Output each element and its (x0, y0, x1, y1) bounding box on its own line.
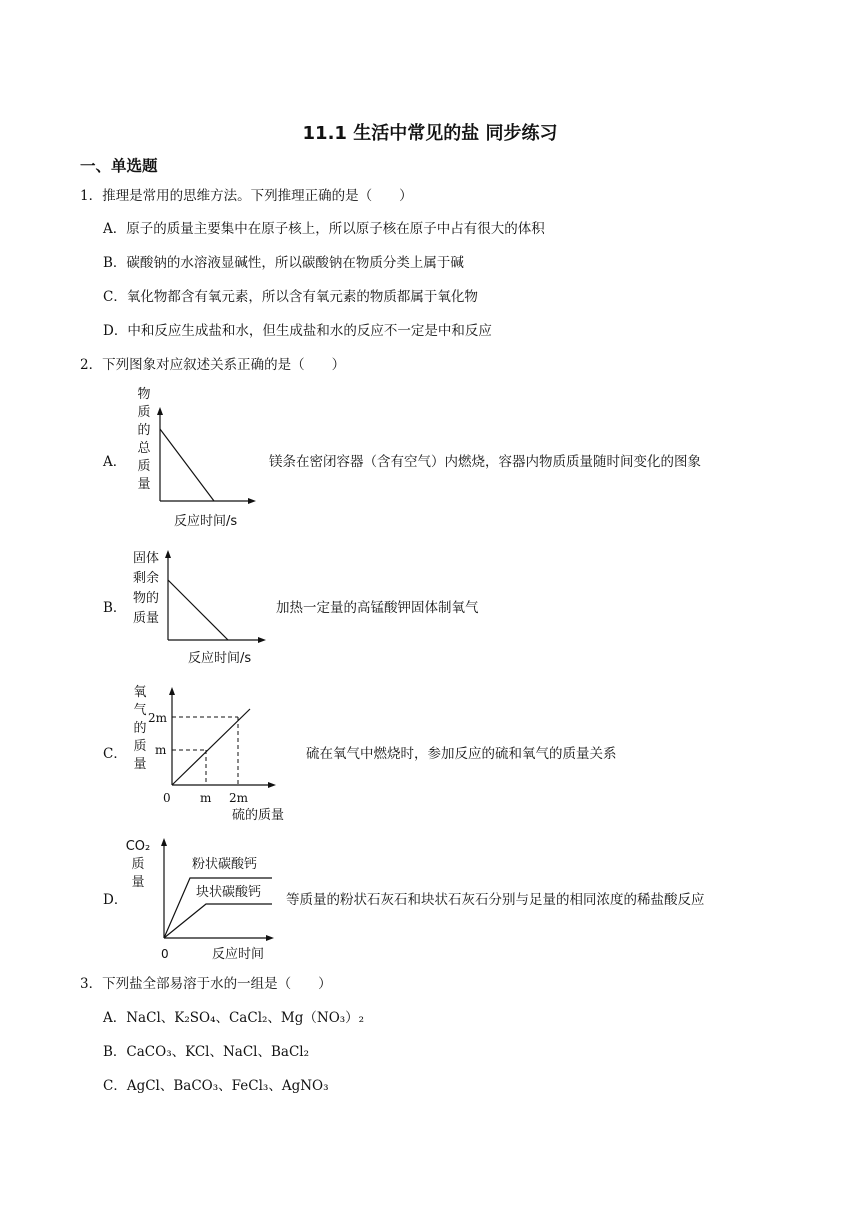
graph-b (128, 544, 273, 669)
svg-text:量: 量 (131, 875, 145, 890)
question-2-option-d-label: D． (103, 892, 128, 908)
question-1-option-b: B．碳酸钠的水溶液显碱性，所以碳酸钠在物质分类上属于碱 (103, 255, 464, 271)
page-title: 11.1 生活中常见的盐 同步练习 (302, 123, 558, 144)
graph-a (128, 383, 258, 533)
graph-c-xlabel: 硫的质量 (232, 808, 285, 823)
graph-b-y-arrow (165, 550, 171, 558)
svg-text:氧: 氧 (133, 685, 147, 700)
graph-c-tick-y2: 2m (148, 711, 168, 725)
svg-text:剩余: 剩余 (132, 571, 160, 586)
svg-text:物: 物 (137, 387, 151, 402)
svg-text:固体: 固体 (132, 551, 160, 566)
graph-d-origin: 0 (161, 947, 169, 961)
graph-b-xlabel: 反应时间/s (188, 651, 252, 666)
graph-c-origin: 0 (163, 791, 171, 805)
graph-c (128, 681, 303, 831)
question-3-option-a: A．NaCl、K₂SO₄、CaCl₂、Mg（NO₃）₂ (103, 1010, 365, 1026)
question-3-stem: 3．下列盐全部易溶于水的一组是（ ） (80, 976, 332, 992)
question-1-stem: 1．推理是常用的思维方法。下列推理正确的是（ ） (80, 188, 413, 204)
graph-d-ylabel (126, 839, 151, 890)
graph-d-line-lump (164, 904, 272, 938)
graph-d-x-arrow (266, 935, 274, 941)
svg-text:质: 质 (133, 739, 147, 754)
question-2-stem: 2．下列图象对应叙述关系正确的是（ ） (80, 357, 346, 373)
graph-a-xlabel: 反应时间/s (174, 514, 238, 529)
question-2-option-a-desc: 镁条在密闭容器（含有空气）内燃烧，容器内物质质量随时间变化的图象 (269, 454, 701, 470)
graph-b-ylabel (133, 550, 159, 626)
svg-text:物的: 物的 (132, 591, 160, 606)
graph-b-line (168, 580, 228, 640)
svg-text:的: 的 (137, 423, 151, 438)
graph-a-x-arrow (248, 498, 256, 504)
question-2-option-b-desc: 加热一定量的高锰酸钾固体制氧气 (276, 600, 479, 616)
graph-c-tick-x2: 2m (229, 791, 249, 805)
svg-text:质: 质 (137, 459, 151, 474)
graph-a-line (160, 429, 214, 501)
svg-text:量: 量 (133, 757, 147, 772)
question-2-option-a-label: A． (103, 454, 127, 470)
question-1-option-c: C．氧化物都含有氧元素，所以含有氧元素的物质都属于氧化物 (103, 289, 478, 305)
section-heading: 一、单选题 (80, 157, 158, 175)
question-2-option-d-desc: 等质量的粉状石灰石和块状石灰石分别与足量的相同浓度的稀盐酸反应 (286, 892, 705, 908)
question-1-option-a: A．原子的质量主要集中在原子核上，所以原子核在原子中占有很大的体积 (103, 221, 545, 237)
svg-text:气: 气 (133, 703, 147, 718)
question-2-option-c-label: C． (103, 746, 127, 762)
svg-text:CO₂: CO₂ (125, 839, 151, 854)
question-2-option-c-desc: 硫在氧气中燃烧时，参加反应的硫和氧气的质量关系 (306, 746, 617, 762)
svg-text:质量: 质量 (132, 611, 160, 626)
svg-text:的: 的 (133, 721, 147, 736)
question-1-option-d: D．中和反应生成盐和水，但生成盐和水的反应不一定是中和反应 (103, 323, 492, 339)
graph-d-series-lump: 块状碳酸钙 (196, 885, 262, 900)
graph-c-tick-y1: m (155, 743, 167, 757)
graph-c-ylabel (133, 685, 146, 772)
graph-c-x-arrow (268, 782, 276, 788)
question-3-option-c: C．AgCl、BaCO₃、FeCl₃、AgNO₃ (103, 1078, 329, 1094)
svg-text:总: 总 (137, 441, 151, 456)
graph-a-ylabel (137, 386, 151, 492)
graph-c-y-arrow (169, 687, 175, 695)
graph-d-xlabel: 反应时间 (212, 947, 265, 962)
graph-c-tick-x1: m (200, 791, 212, 805)
graph-b-x-arrow (258, 637, 266, 643)
svg-text:量: 量 (137, 477, 151, 492)
graph-d (125, 834, 288, 966)
graph-d-y-arrow (161, 838, 167, 846)
question-3-option-b: B．CaCO₃、KCl、NaCl、BaCl₂ (103, 1044, 310, 1060)
question-2-option-b-label: B． (103, 600, 127, 616)
svg-text:质: 质 (137, 405, 151, 420)
graph-d-series-powder: 粉状碳酸钙 (192, 857, 258, 872)
svg-text:质: 质 (131, 857, 145, 872)
graph-a-y-arrow (157, 407, 163, 415)
